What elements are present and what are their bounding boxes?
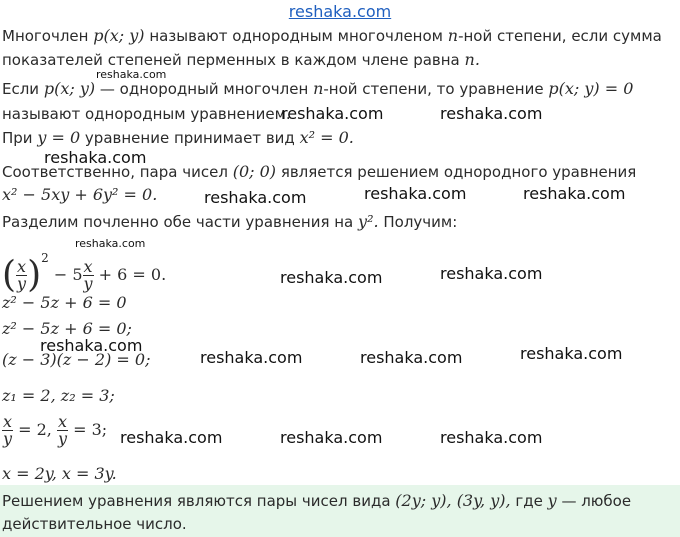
math: p(x; y) (93, 26, 145, 45)
equation-line-10: z² − 5z + 6 = 0 (2, 293, 127, 312)
math: x² = 0. (299, 128, 354, 147)
watermark: reshaka.com (280, 428, 383, 447)
reshaka-header-link[interactable]: reshaka.com (288, 2, 392, 21)
watermark: reshaka.com (440, 428, 543, 447)
math: (2y; y), (3y, y), (395, 491, 511, 510)
math: p(x; y) (43, 79, 96, 98)
watermark: reshaka.com (120, 428, 223, 447)
numerator: x (3, 412, 13, 431)
text: — любое (561, 492, 632, 510)
watermark: reshaka.com (520, 344, 623, 363)
equation-line-12: (z − 3)(z − 2) = 0; (2, 350, 151, 369)
text-line-2 (2, 50, 480, 70)
watermark: reshaka.com (44, 148, 147, 167)
math: y². (358, 212, 379, 231)
text: -ной степени, то уравнение (323, 80, 544, 98)
text-line-3 (2, 79, 633, 99)
math: y (547, 491, 557, 510)
watermark: reshaka.com (281, 104, 384, 123)
denominator: y (17, 274, 27, 293)
math: (0; 0) (232, 162, 277, 181)
text: называют однородным уравнением. (2, 105, 291, 123)
fraction (2, 414, 13, 447)
denominator: y (2, 429, 13, 448)
text: При (2, 129, 33, 147)
text: является решением однородного уравнения (280, 163, 637, 181)
answer-line-1 (2, 491, 631, 511)
denominator: y (57, 429, 68, 448)
math: n. (464, 50, 480, 69)
numerator: x (57, 412, 68, 431)
equation-line-14 (2, 412, 107, 448)
text-line-8 (2, 212, 457, 232)
watermark: reshaka.com (280, 268, 383, 287)
watermark: reshaka.com (523, 184, 626, 203)
text-line-4 (2, 104, 291, 124)
text-line-5 (2, 128, 354, 148)
text-line-1 (2, 26, 662, 46)
close-paren: ) (27, 254, 42, 296)
text: действительное число. (2, 515, 187, 533)
math: n (447, 26, 459, 45)
text: Соответственно, пара чисел (2, 163, 228, 181)
text: Многочлен (2, 27, 89, 45)
watermark: reshaka.com (360, 348, 463, 367)
fraction (16, 259, 27, 292)
answer-line-2 (2, 514, 187, 534)
watermark: reshaka.com (75, 237, 146, 250)
exponent: 2 (41, 251, 49, 265)
equation-line-7: x² − 5xy + 6y² = 0. (2, 185, 158, 204)
denominator: y (83, 274, 93, 293)
text: Решением уравнения являются пары чисел вида (2, 492, 391, 510)
text: -ной степени, если сумма (458, 27, 662, 45)
equation-line-15: x = 2y, x = 3y. (2, 464, 117, 483)
equation-line-13: z₁ = 2, z₂ = 3; (2, 386, 115, 405)
watermark: reshaka.com (364, 184, 467, 203)
math: − 5 (53, 265, 83, 284)
text: Разделим почленно обе части уравнения на (2, 213, 354, 231)
numerator: x (17, 257, 27, 276)
math: p(x; y) = 0 (548, 79, 634, 98)
text: Если (2, 80, 40, 98)
math: n (313, 79, 324, 98)
numerator: x (83, 257, 93, 276)
math: = 3; (73, 420, 108, 439)
math: + 6 = 0. (98, 265, 167, 284)
text: называют однородным многочленом (149, 27, 443, 45)
open-paren: ( (2, 254, 17, 296)
fraction (83, 259, 94, 292)
watermark: reshaka.com (40, 336, 143, 355)
text: — однородный многочлен (99, 80, 309, 98)
text: показателей степеней перменных в каждом члене равна (2, 51, 460, 69)
text: где (515, 492, 543, 510)
text: Получим: (383, 213, 458, 231)
watermark: reshaka.com (440, 104, 543, 123)
watermark: reshaka.com (96, 68, 167, 81)
equation-line-11: z² − 5z + 6 = 0; (2, 319, 132, 338)
watermark: reshaka.com (204, 188, 307, 207)
math: y = 0 (37, 128, 81, 147)
fraction (57, 414, 68, 447)
text: уравнение принимает вид (84, 129, 295, 147)
watermark: reshaka.com (200, 348, 303, 367)
math: = 2, (18, 420, 52, 439)
watermark: reshaka.com (440, 264, 543, 283)
